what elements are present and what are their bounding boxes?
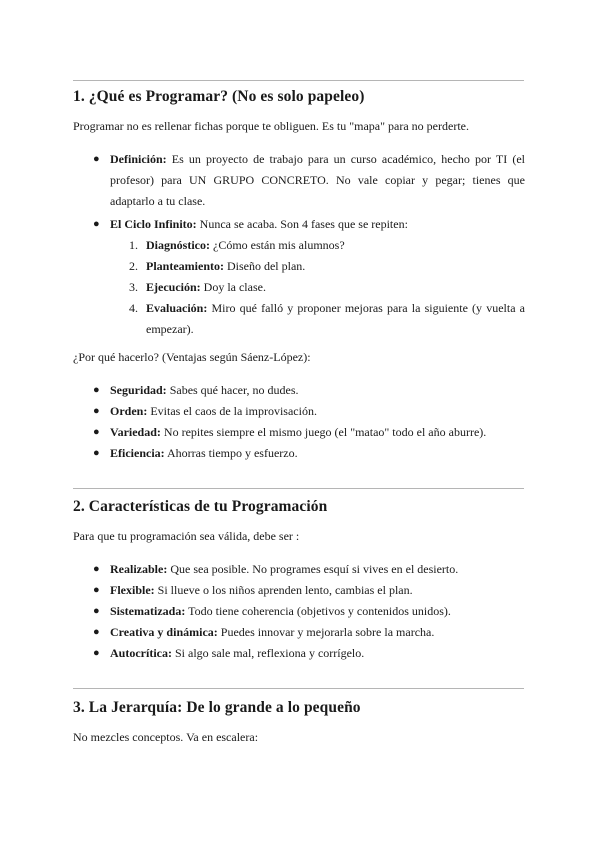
list-item xyxy=(73,443,525,464)
section-2-heading: 2. Características de tu Programación xyxy=(73,498,328,515)
phase-text: Diseño del plan. xyxy=(223,259,306,273)
list-item xyxy=(73,559,525,580)
term-text: Si llueve o los niños aprenden lento, cambias el plan. xyxy=(154,583,413,597)
phase-number: 1. xyxy=(129,238,138,252)
phase-term: Evaluación: xyxy=(146,301,208,315)
phase-number: 4. xyxy=(129,301,138,315)
term-text: Si algo sale mal, reflexiona y corrígelo. xyxy=(171,646,365,660)
advantages-intro: ¿Por qué hacerlo? (Ventajas según Sáenz-López): xyxy=(73,350,311,364)
section-divider xyxy=(73,488,524,489)
bullet-icon: ● xyxy=(93,626,100,638)
term-label: Autocrítica: xyxy=(110,646,172,660)
advantages-list xyxy=(73,380,525,464)
term-text: Sabes qué hacer, no dudes. xyxy=(166,383,299,397)
bullet-icon: ● xyxy=(93,447,100,459)
term-text: Puedes innovar y mejorarla sobre la marcha. xyxy=(217,625,435,639)
phase-text: ¿Cómo están mis alumnos? xyxy=(210,238,345,252)
term-text: Nunca se acaba. Son 4 fases que se repiten: xyxy=(196,217,408,231)
phase-term: Planteamiento: xyxy=(146,259,224,273)
phase-text: Doy la clase. xyxy=(200,280,266,294)
phase-number: 3. xyxy=(129,280,138,294)
phase-item xyxy=(110,298,525,340)
phase-text: Miro qué falló y proponer mejoras para la siguiente (y vuelta a empezar). xyxy=(146,301,525,336)
term-text: No repites siempre el mismo juego (el "matao" todo el año aburre). xyxy=(160,425,487,439)
phase-term: Ejecución: xyxy=(146,280,201,294)
term-text: Que sea posible. No programes esquí si vives en el desierto. xyxy=(167,562,459,576)
section-1-main-list xyxy=(73,149,525,340)
phase-item xyxy=(110,277,525,298)
term-label: Creativa y dinámica: xyxy=(110,625,218,639)
term-label: Realizable: xyxy=(110,562,168,576)
phase-item xyxy=(110,235,525,256)
list-item-cycle xyxy=(73,214,525,340)
term-label: El Ciclo Infinito: xyxy=(110,217,197,231)
phase-number: 2. xyxy=(129,259,138,273)
bullet-icon: ● xyxy=(93,647,100,659)
list-item xyxy=(73,622,525,643)
term-label: Eficiencia: xyxy=(110,446,165,460)
section-1-heading: 1. ¿Qué es Programar? (No es solo papeleo) xyxy=(73,88,365,105)
list-item xyxy=(73,643,525,664)
term-label: Orden: xyxy=(110,404,148,418)
term-text: Todo tiene coherencia (objetivos y contenidos unidos). xyxy=(185,604,451,618)
bullet-icon: ● xyxy=(93,605,100,617)
bullet-icon: ● xyxy=(93,584,100,596)
term-label: Variedad: xyxy=(110,425,161,439)
section-3-intro: No mezcles conceptos. Va en escalera: xyxy=(73,730,259,744)
list-item xyxy=(73,580,525,601)
section-1-intro: Programar no es rellenar fichas porque te obliguen. Es tu "mapa" para no perderte. xyxy=(73,119,469,133)
list-item xyxy=(73,601,525,622)
term-text: Ahorras tiempo y esfuerzo. xyxy=(164,446,298,460)
term-label: Definición: xyxy=(110,152,167,166)
bullet-icon: ● xyxy=(93,153,100,165)
list-item xyxy=(73,380,525,401)
term-text: Evitas el caos de la improvisación. xyxy=(147,404,317,418)
bullet-icon: ● xyxy=(93,426,100,438)
characteristics-list xyxy=(73,559,525,664)
term-label: Sistematizada: xyxy=(110,604,186,618)
list-item-definition xyxy=(73,149,525,212)
section-2-intro: Para que tu programación sea válida, debe ser : xyxy=(73,529,300,543)
phase-item xyxy=(110,256,525,277)
section-divider xyxy=(73,688,524,689)
section-3-heading: 3. La Jerarquía: De lo grande a lo pequeño xyxy=(73,699,361,716)
term-label: Flexible: xyxy=(110,583,155,597)
term-text: Es un proyecto de trabajo para un curso académico, hecho por TI (el profesor) para UN GRUPO CONCRETO. No vale copiar y pegar; tienes que adaptarlo a tu clase. xyxy=(110,152,525,208)
bullet-icon: ● xyxy=(93,563,100,575)
term-label: Seguridad: xyxy=(110,383,167,397)
list-item xyxy=(73,401,525,422)
bullet-icon: ● xyxy=(93,218,100,230)
bullet-icon: ● xyxy=(93,405,100,417)
section-divider xyxy=(73,80,524,81)
cycle-phase-list xyxy=(110,235,525,340)
bullet-icon: ● xyxy=(93,384,100,396)
list-item xyxy=(73,422,525,443)
phase-term: Diagnóstico: xyxy=(146,238,210,252)
